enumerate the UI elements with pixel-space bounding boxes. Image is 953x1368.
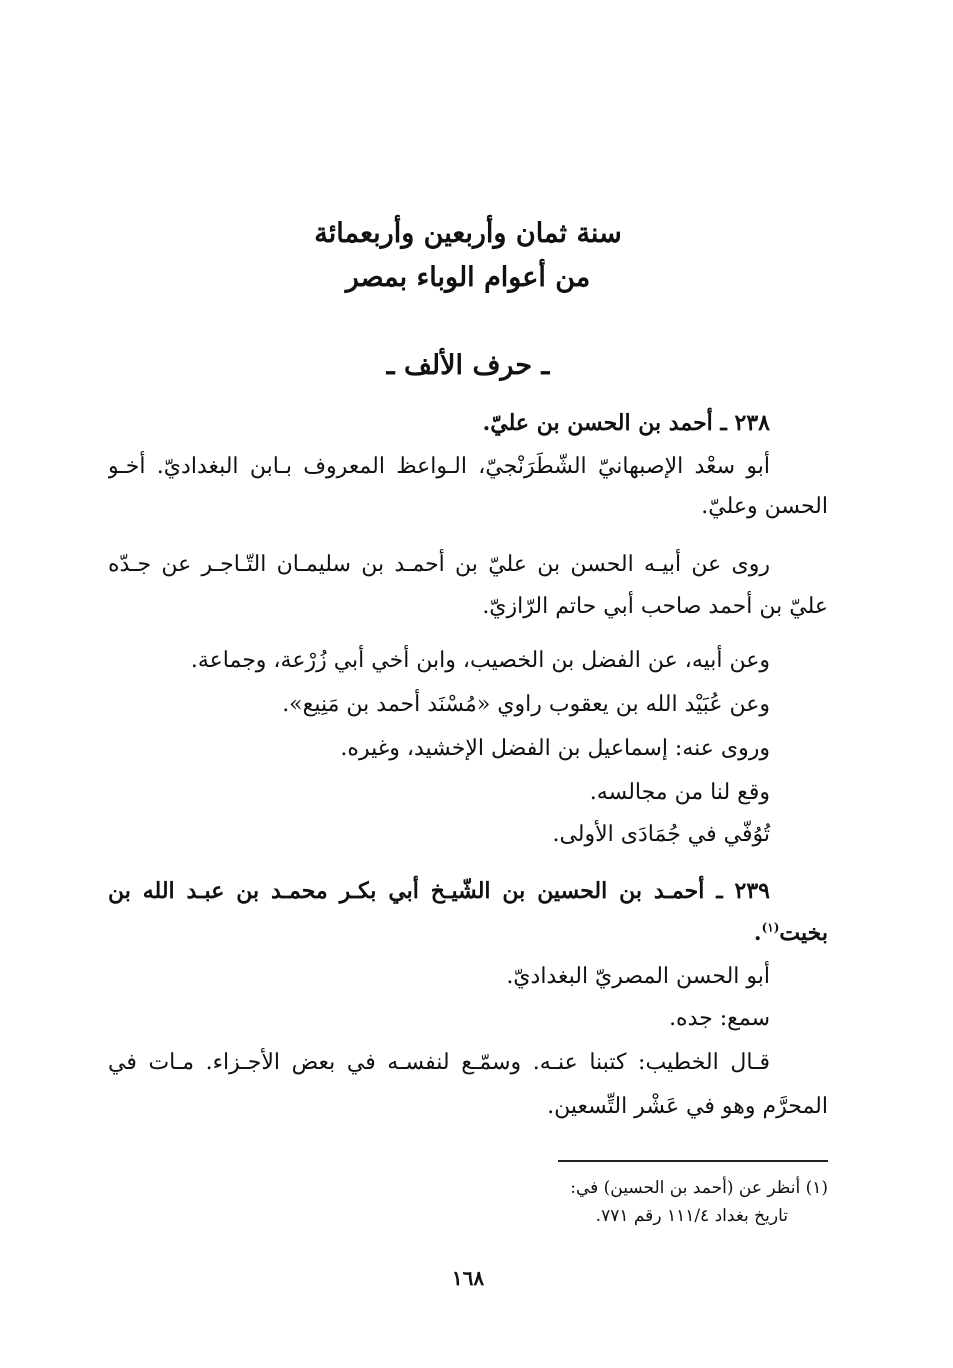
year-subtitle: من أعوام الوباء بمصر	[345, 262, 591, 293]
entry-238-line-4: عليّ بن أحمد صاحب أبي حاتم الرّازيّ.	[482, 594, 828, 619]
page-number: ١٦٨	[451, 1266, 485, 1290]
entry-238-line-7: وروى عنه: إسماعيل بن الفضل الإخشيد، وغيره.	[340, 736, 770, 761]
entry-238-line-8: وقع لنا من مجالسه.	[589, 780, 770, 805]
entry-238-line-2: الحسن وعليّ.	[701, 494, 828, 519]
entry-239-line-2: سمع: جده.	[669, 1006, 770, 1031]
footnote-line-1: (١) أنظر عن (أحمد بن الحسين) في:	[570, 1178, 828, 1198]
entry-238-line-9: تُوُفّي في جُمَادَى الأولى.	[552, 822, 770, 847]
entry-238-heading: ٢٣٨ ـ أحمد بن الحسن بن عليّ.	[482, 410, 770, 436]
book-page	[108, 0, 828, 1368]
footnote-reference: (١)	[761, 920, 780, 935]
entry-239-heading-line-2	[108, 916, 828, 950]
entry-239-line-3: قـال الخطيب: كتبنا عنـه. وسمّـع لنفسـه في بعض الأجـزاء. مـات في	[108, 1050, 770, 1075]
entry-238-line-6: وعن عُبَيْد الله بن يعقوب راوي «مُسْنَد أحمد بن مَنِيع».	[282, 692, 770, 717]
entry-238-line-1: أبو سعْد الإصبهانيّ الشّطَرَنْجيّ، الـواعظ المعروف بـابن البغداديّ. أخـو	[108, 454, 770, 479]
entry-239-line-1: أبو الحسن المصريّ البغداديّ.	[506, 964, 770, 989]
entry-239-heading-name: بخيت	[779, 920, 828, 946]
entry-239-heading-line-1: ٢٣٩ ـ أحمـد بن الحسين بن الشّيـخ أبي بكـر محمـد بن عبـد الله بن	[108, 878, 770, 904]
year-title: سنة ثمان وأربعين وأربعمائة	[314, 218, 622, 249]
entry-238-line-3: روى عن أبيـه الحسن بن عليّ بن أحمـد بن سليمـان التّـاجـر عن جـدّه	[108, 552, 770, 577]
entry-239-line-4: المحرَّم وهو في عَشْر التِّسعين.	[547, 1094, 828, 1119]
section-heading: ـ حرف الألف ـ	[386, 350, 550, 381]
entry-239-heading-end: .	[753, 920, 762, 946]
entry-238-line-5: وعن أبيه، عن الفضل بن الخصيب، وابن أخي أبي زُرْعة، وجماعة.	[190, 648, 770, 673]
footnote-line-2: تاريخ بغداد ١١١/٤ رقم ٧٧١.	[595, 1206, 788, 1226]
footnote-divider	[558, 1160, 828, 1162]
